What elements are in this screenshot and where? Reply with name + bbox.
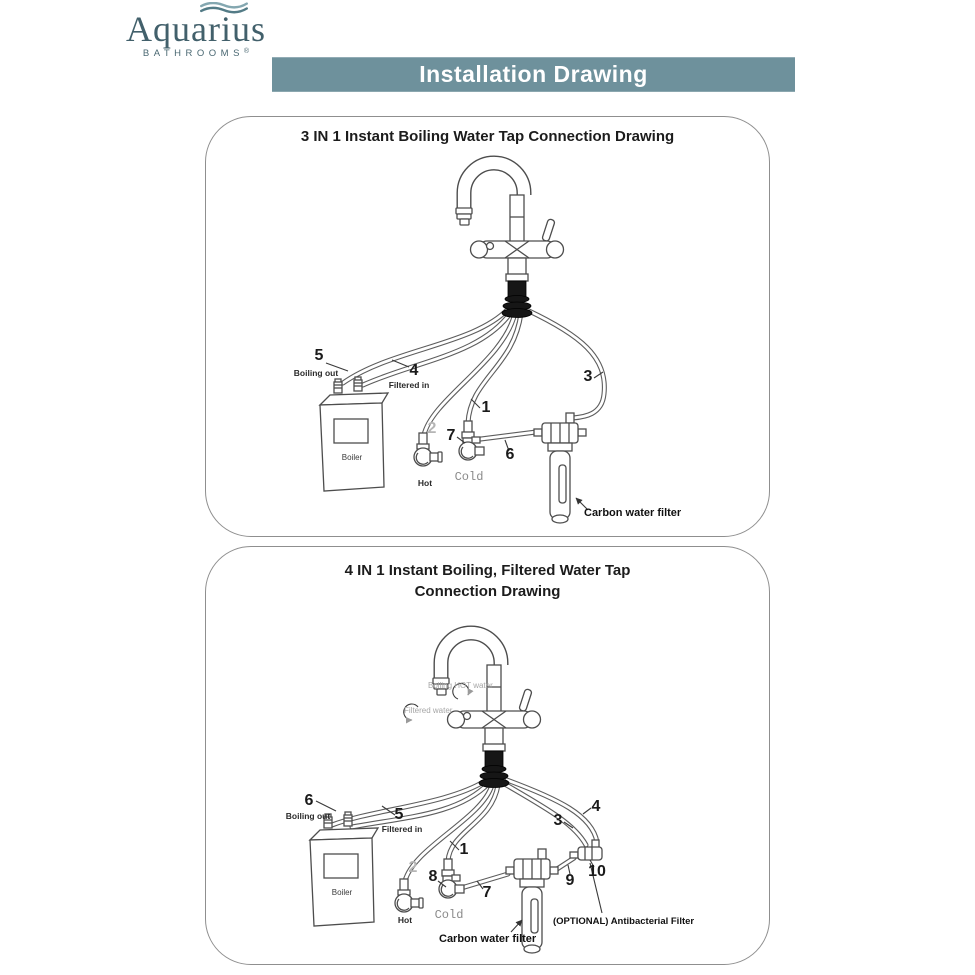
callout-1: 1	[459, 841, 469, 858]
panel1-title: 3 IN 1 Instant Boiling Water Tap Connection Drawing	[300, 128, 675, 145]
carbon-filter-label: Carbon water filter	[584, 507, 682, 519]
panel2-title: 4 IN 1 Instant Boiling, Filtered Water Tap Connection Drawing	[344, 562, 631, 600]
boiling-out-label: Boiling out	[293, 368, 339, 378]
boiler-label: Boiler	[341, 453, 363, 462]
optional-filter-label: (OPTIONAL) Antibacterial Filter	[553, 916, 695, 927]
panel-3in1	[205, 116, 770, 537]
cold-valve-3in1	[459, 421, 484, 460]
callout-5: 5	[314, 347, 324, 364]
filtered-in-label: Filtered in	[381, 824, 423, 834]
callout-3: 3	[553, 812, 563, 829]
hot-label: Hot	[417, 478, 433, 488]
callout-4: 4	[591, 798, 601, 815]
callout-5: 5	[394, 806, 404, 823]
boiling-hot-water-label: Boiling HOT water	[428, 681, 493, 690]
boiler-label: Boiler	[331, 888, 353, 897]
filtered-water-label: Filtered water	[404, 706, 453, 715]
callout-2: 2	[408, 859, 418, 876]
boiler-3in1	[320, 377, 388, 491]
diagram-4in1	[206, 547, 771, 966]
callout-4: 4	[409, 362, 419, 379]
callout-3: 3	[583, 368, 593, 385]
callout-8: 8	[428, 868, 438, 885]
callout-1: 1	[481, 399, 491, 416]
carbon-filter-label: Carbon water filter	[439, 933, 537, 945]
callout-9: 9	[565, 872, 575, 889]
panel-4in1	[205, 546, 770, 965]
boiler-4in1	[310, 812, 378, 926]
filtered-in-label: Filtered in	[388, 380, 430, 390]
carbon-filter-3in1	[534, 413, 586, 523]
registered-mark: ®	[243, 48, 250, 55]
callout-10: 10	[588, 863, 606, 880]
callout-7: 7	[446, 427, 456, 444]
callout-2: 2	[427, 420, 437, 437]
hot-label: Hot	[397, 915, 413, 925]
wave-icon	[198, 2, 250, 15]
callout-6: 6	[304, 792, 314, 809]
brand-logo	[112, 2, 280, 59]
cold-label: Cold	[454, 470, 484, 484]
brand-subtitle: BATHROOMS®	[142, 48, 250, 59]
brand-name: Aquarius	[126, 9, 266, 49]
diagram-3in1	[206, 117, 771, 538]
cold-valve-4in1	[439, 859, 464, 898]
hot-valve-4in1	[395, 879, 423, 912]
cold-label: Cold	[434, 908, 464, 922]
page-title-banner: Installation Drawing	[272, 57, 795, 92]
hot-valve-3in1	[414, 433, 442, 466]
callout-6: 6	[505, 446, 515, 463]
tap-3in1	[456, 163, 564, 318]
callout-7: 7	[482, 884, 492, 901]
boiling-out-label: Boiling out	[285, 811, 331, 821]
